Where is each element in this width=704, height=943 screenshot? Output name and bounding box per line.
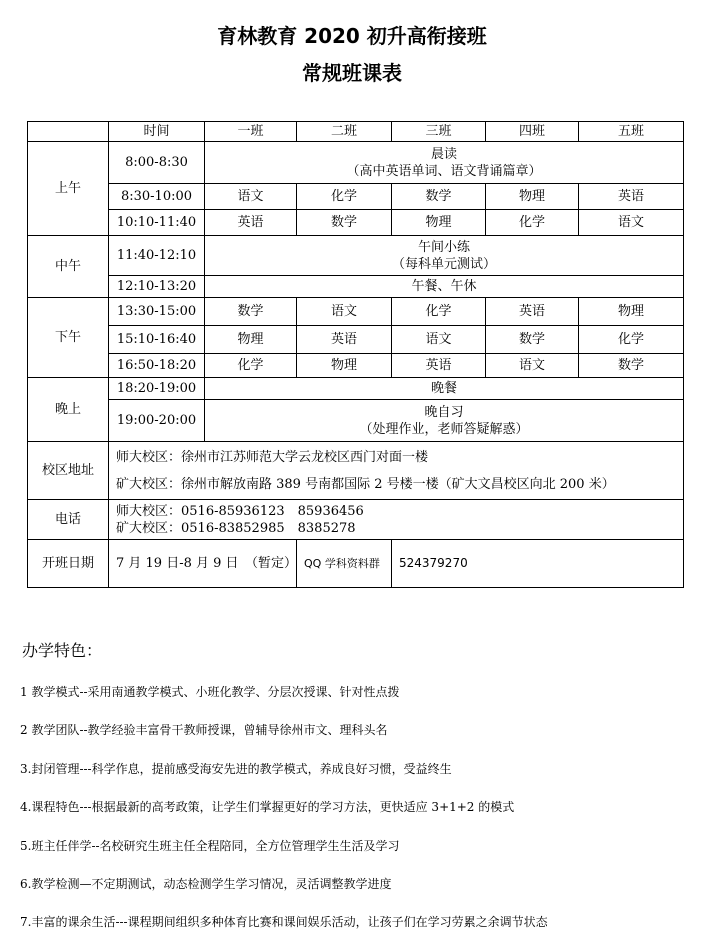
table-row: [28, 210, 684, 236]
class-cell: 英语: [297, 326, 392, 354]
dinner-cell: 晚餐: [205, 378, 684, 400]
class-cell: 化学: [579, 326, 684, 354]
dates-value: 7 月 19 日-8 月 9 日 （暂定）: [109, 540, 297, 588]
class-cell: 语文: [486, 354, 579, 378]
header-class-4: 四班: [486, 122, 579, 142]
address-row: [28, 442, 684, 500]
address-cell: [109, 442, 684, 500]
table-row: [28, 354, 684, 378]
document-title: 育林教育 2020 初升高衔接班: [217, 24, 487, 48]
table-row: [28, 184, 684, 210]
lunch-cell: 午餐、午休: [205, 276, 684, 298]
period-evening: 晚上: [28, 378, 109, 442]
dates-label: 开班日期: [28, 540, 109, 588]
feature-item-4: 4.课程特色---根据最新的高考政策，让学生们掌握更好的学习方法，更快适应 3+1+2 的模式: [20, 800, 515, 814]
class-cell: 化学: [486, 210, 579, 236]
time-cell: 11:40-12:10: [109, 236, 205, 276]
noon-practice-cell: [205, 236, 684, 276]
phone-line-2: 矿大校区：0516-83852985 8385278: [116, 520, 356, 536]
period-morning: 上午: [28, 142, 109, 236]
feature-item-2: 2 教学团队--教学经验丰富骨干教师授课，曾辅导徐州市文、理科头名: [20, 723, 388, 737]
class-cell: 英语: [205, 210, 297, 236]
class-cell: 物理: [297, 354, 392, 378]
table-row: [28, 378, 684, 400]
header-class-2: 二班: [297, 122, 392, 142]
table-row: [28, 142, 684, 184]
noon-practice-title: 午间小练: [417, 239, 470, 255]
evening-study-title: 晚自习: [424, 404, 464, 420]
class-cell: 物理: [579, 298, 684, 326]
evening-study-note: （处理作业，老师答疑解惑）: [359, 421, 529, 437]
class-cell: 数学: [486, 326, 579, 354]
noon-practice-note: （每科单元测试）: [391, 256, 496, 272]
time-cell: 13:30-15:00: [109, 298, 205, 326]
phone-cell: [109, 500, 684, 540]
phone-row: [28, 500, 684, 540]
features-heading: 办学特色：: [22, 641, 103, 660]
time-cell: 8:30-10:00: [109, 184, 205, 210]
class-cell: 语文: [392, 326, 486, 354]
address-line-1: 师大校区：徐州市江苏师范大学云龙校区西门对面一楼: [116, 449, 429, 465]
time-cell: 16:50-18:20: [109, 354, 205, 378]
corner-cell: [28, 122, 109, 142]
feature-item-6: 6.教学检测—不定期测试，动态检测学生学习情况，灵活调整教学进度: [20, 877, 392, 891]
table-row: [28, 298, 684, 326]
time-cell: 8:00-8:30: [109, 142, 205, 184]
time-cell: 19:00-20:00: [109, 400, 205, 442]
class-cell: 化学: [392, 298, 486, 326]
period-afternoon: 下午: [28, 298, 109, 378]
dates-row: [28, 540, 684, 588]
class-cell: 数学: [392, 184, 486, 210]
feature-item-5: 5.班主任伴学--名校研究生班主任全程陪同，全方位管理学生生活及学习: [20, 839, 400, 853]
class-cell: 英语: [392, 354, 486, 378]
header-class-5: 五班: [579, 122, 684, 142]
header-class-1: 一班: [205, 122, 297, 142]
class-cell: 数学: [205, 298, 297, 326]
class-cell: 数学: [579, 354, 684, 378]
table-row: [28, 400, 684, 442]
class-cell: 物理: [486, 184, 579, 210]
phone-line-1: 师大校区：0516-85936123 85936456: [116, 503, 364, 519]
class-cell: 化学: [205, 354, 297, 378]
morning-reading-note: （高中英语单词、语文背诵篇章）: [346, 163, 542, 179]
feature-item-3: 3.封闭管理---科学作息，提前感受海安先进的教学模式，养成良好习惯，受益终生: [20, 762, 452, 776]
class-cell: 语文: [205, 184, 297, 210]
table-row: [28, 236, 684, 276]
document-subtitle: 常规班课表: [302, 61, 402, 85]
header-row: [28, 122, 684, 142]
table-row: [28, 326, 684, 354]
feature-item-7: 7.丰富的课余生活---课程期间组织多种体育比赛和课间娱乐活动，让孩子们在学习劳累之余调节状态: [20, 915, 548, 929]
phone-label: 电话: [28, 500, 109, 540]
time-cell: 10:10-11:40: [109, 210, 205, 236]
class-cell: 语文: [297, 298, 392, 326]
class-cell: 化学: [297, 184, 392, 210]
qq-group-label: QQ 学科资料群: [297, 540, 392, 588]
time-cell: 15:10-16:40: [109, 326, 205, 354]
class-cell: 物理: [205, 326, 297, 354]
time-cell: 18:20-19:00: [109, 378, 205, 400]
class-cell: 语文: [579, 210, 684, 236]
header-time: 时间: [109, 122, 205, 142]
evening-study-cell: [205, 400, 684, 442]
address-label: 校区地址: [28, 442, 109, 500]
class-cell: 物理: [392, 210, 486, 236]
class-cell: 英语: [579, 184, 684, 210]
class-cell: 数学: [297, 210, 392, 236]
feature-item-1: 1 教学模式--采用南通教学模式、小班化教学、分层次授课、针对性点拨: [20, 685, 400, 699]
morning-reading-title: 晨读: [430, 146, 457, 162]
period-noon: 中午: [28, 236, 109, 298]
qq-group-number: 524379270: [392, 540, 684, 588]
schedule-table: [27, 121, 684, 588]
header-class-3: 三班: [392, 122, 486, 142]
time-cell: 12:10-13:20: [109, 276, 205, 298]
address-line-2: 矿大校区：徐州市解放南路 389 号南都国际 2 号楼一楼（矿大文昌校区向北 200 米）: [116, 476, 615, 492]
morning-reading-cell: [205, 142, 684, 184]
table-row: [28, 276, 684, 298]
class-cell: 英语: [486, 298, 579, 326]
